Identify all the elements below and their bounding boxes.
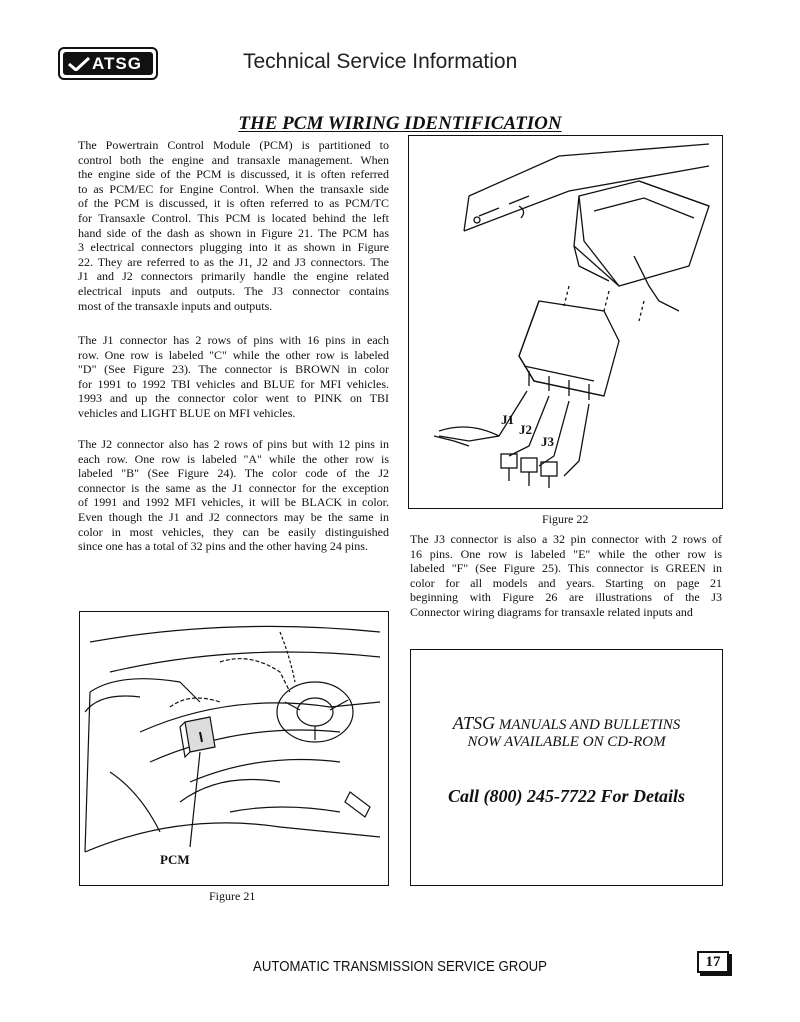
text-line: since one has a total of 32 pins and the other having 24 pins.	[78, 539, 368, 554]
text-line: The J3 connector is also a 32 pin connector with 2 rows of	[410, 532, 722, 546]
text-line: electrical inputs and outputs. The J3 connector contains	[78, 283, 389, 298]
promo-subheadline: NOW AVAILABLE ON CD-ROM	[467, 734, 666, 750]
text-line: 3 electrical connectors plugging into it as shown in Figure	[78, 240, 389, 255]
text-line: each row. One row is labeled "A" while the other row is	[78, 451, 389, 466]
header-title: Technical Service Information	[243, 50, 518, 73]
text-line: control both the engine and transaxle management. When	[78, 152, 389, 167]
pcm-connectors-illustration	[409, 136, 721, 507]
cd-rom-promo-box	[410, 649, 723, 886]
paragraph-pcm-intro	[78, 138, 389, 313]
text-line: The J2 connector also has 2 rows of pins but with 12 pins in	[78, 437, 389, 451]
text-line: beginning with Figure 26 are illustrations of the J3	[410, 590, 722, 605]
pcm-label: PCM	[160, 852, 190, 867]
text-line: of 1991 and 1992 MFI vehicles, it will be BLACK in color.	[78, 495, 389, 510]
j1-label: J1	[501, 412, 514, 427]
logo-text: ATSG	[92, 53, 142, 73]
j2-label: J2	[519, 422, 532, 437]
text-line: of the PCM is discussed, it is often referred to as PCM/TC	[78, 196, 389, 211]
text-line: vehicles and LIGHT BLUE on MFI vehicles.	[78, 405, 296, 420]
text-line: connector is the same as the J1 connector for the exception	[78, 480, 389, 495]
text-line: color for all models and years. Starting on page 21	[410, 575, 722, 590]
text-line: 16 pins. One row is labeled "E" while the other row is	[410, 546, 722, 561]
j3-label: J3	[541, 434, 554, 449]
text-line: Even though the J1 and J2 connectors may be the same in	[78, 509, 389, 524]
pcm-location-illustration	[80, 612, 387, 884]
page-number: 17	[697, 951, 729, 973]
paragraph-j3-connector	[410, 532, 722, 620]
promo-headline-rest: MANUALS AND BULLETINS	[495, 717, 681, 733]
text-line: "D" (See Figure 23). The connector is BROWN in color	[78, 362, 389, 377]
text-line: color in most vehicles, they can be easily distinguished	[78, 524, 389, 539]
text-line: the engine side of the PCM is discussed, it is often referred	[78, 167, 389, 182]
atsg-logo	[58, 47, 158, 80]
figure-22-box	[408, 135, 723, 509]
footer-text: AUTOMATIC TRANSMISSION SERVICE GROUP	[253, 958, 547, 975]
text-line: hand side of the dash as shown in Figure 21. The PCM has	[78, 225, 389, 240]
text-line: Connector wiring diagrams for transaxle related inputs and	[410, 604, 693, 619]
promo-phone: Call (800) 245-7722 For Details	[448, 786, 685, 806]
promo-brand: ATSG	[452, 713, 496, 733]
checkmark-icon	[68, 57, 90, 71]
text-line: J1 and J2 connectors primarily handle the engine related	[78, 269, 389, 284]
paragraph-j1-connector	[78, 333, 389, 421]
promo-headline	[411, 713, 722, 734]
page-title: THE PCM WIRING IDENTIFICATION	[238, 113, 562, 134]
text-line: row. One row is labeled "C" while the other row is labeled	[78, 347, 389, 362]
text-line: 1993 and up the connector color went to PINK on TBI	[78, 391, 389, 406]
text-line: labeled "F" (See Figure 25). This connector is GREEN in	[410, 561, 722, 576]
paragraph-j2-connector	[78, 437, 389, 554]
figure-21-box	[79, 611, 389, 886]
text-line: for 1991 to 1992 TBI vehicles and BLUE for MFI vehicles.	[78, 376, 389, 391]
text-line: 22. They are referred to as the J1, J2 and J3 connectors. The	[78, 254, 389, 269]
figure-21-caption: Figure 21	[209, 889, 256, 903]
text-line: The Powertrain Control Module (PCM) is partitioned to	[78, 138, 389, 152]
text-line: most of the transaxle inputs and outputs.	[78, 298, 273, 313]
text-line: labeled "B" (See Figure 24). The color code of the J2	[78, 466, 389, 481]
text-line: to as PCM/EC for Engine Control. When the transaxle side	[78, 181, 389, 196]
text-line: The J1 connector has 2 rows of pins with 16 pins in each	[78, 333, 389, 347]
text-line: for Transaxle Control. This PCM is located behind the left	[78, 210, 389, 225]
figure-22-caption: Figure 22	[542, 512, 589, 526]
